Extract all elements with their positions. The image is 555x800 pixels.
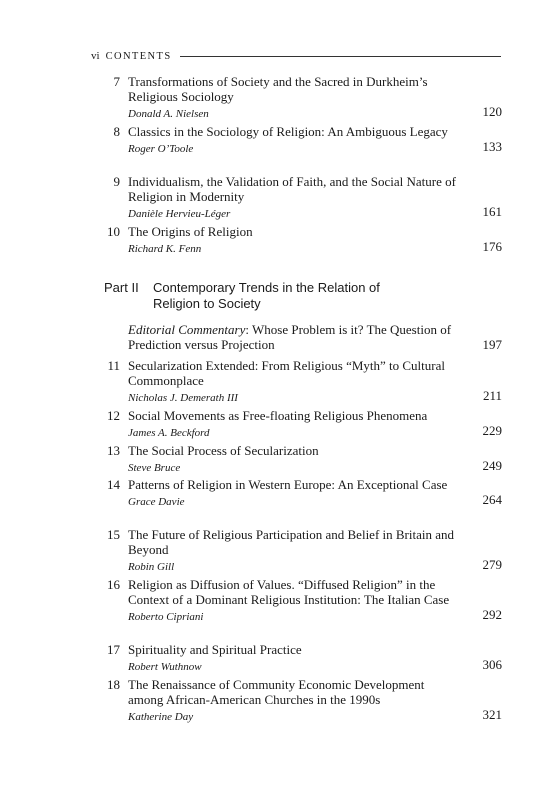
chapter-title: Patterns of Religion in Western Europe: An Exceptional Case [128,477,448,492]
chapter-title: Social Movements as Free-floating Religious Phenomena [128,408,428,423]
chapter-number: 9 [113,174,120,189]
chapter-author: Robert Wuthnow [128,661,202,673]
toc-entry-9[interactable] [104,174,502,219]
page-number: 229 [482,423,502,438]
chapter-author: Roberto Cipriani [128,611,204,623]
chapter-title: Transformations of Society and the Sacred in Durkheim’s Religious Sociology [128,74,428,104]
page-number: 279 [482,557,502,572]
toc-entry-18[interactable] [104,677,502,722]
toc-entry-14[interactable] [104,477,502,507]
header-rule [180,56,501,57]
chapter-title: Spirituality and Spiritual Practice [128,642,302,657]
chapter-title: The Future of Religious Participation and Belief in Britain and Beyond [128,527,455,557]
toc-entry-editorial[interactable] [104,322,502,352]
page-number: 120 [482,104,502,119]
chapter-number: 18 [107,677,120,692]
chapter-title: Secularization Extended: From Religious “Myth” to Cultural Commonplace [128,358,445,388]
toc-entry-8[interactable] [104,124,502,154]
page-number: 161 [482,204,502,219]
chapter-title: Classics in the Sociology of Religion: An Ambiguous Legacy [128,124,448,139]
chapter-number: 12 [107,408,120,423]
chapter-number: 15 [107,527,120,542]
toc-entry-11[interactable] [104,358,502,403]
chapter-author: Roger O’Toole [128,143,194,155]
part-label: Part II [104,280,139,295]
chapter-title: The Renaissance of Community Economic Development among African-American Churches in the 1990s [128,677,425,707]
chapter-author: Danièle Hervieu-Léger [128,208,231,220]
page-number: 264 [482,492,502,507]
chapter-number: 14 [107,477,120,492]
page-number: 197 [482,337,502,352]
part-heading[interactable] [104,280,484,312]
chapter-title: Religion as Diffusion of Values. “Diffused Religion” in the Context of a Dominant Religious Institution: The Italian Case [128,577,450,607]
chapter-number: 13 [107,443,120,458]
chapter-author: Grace Davie [128,496,185,508]
chapter-number: 7 [113,74,120,89]
chapter-author: Nicholas J. Demerath III [128,392,238,404]
chapter-title: The Social Process of Secularization [128,443,319,458]
page-number: 306 [482,657,502,672]
folio: vi [91,50,100,62]
editorial-label: Editorial Commentary [128,322,246,337]
chapter-author: Donald A. Nielsen [128,108,209,120]
page-number: 176 [482,239,502,254]
editorial-text: : Whose Problem is it? The Question of Prediction versus Projection [128,322,452,352]
editorial-title [128,322,468,352]
toc-entry-12[interactable] [104,408,502,438]
chapter-author: Robin Gill [128,561,175,573]
toc-entry-16[interactable] [104,577,502,622]
chapter-author: Steve Bruce [128,462,181,474]
chapter-title: The Origins of Religion [128,224,253,239]
page-number: 321 [482,707,502,722]
toc-entry-10[interactable] [104,224,502,254]
chapter-number: 11 [107,358,120,373]
chapter-number: 10 [107,224,120,239]
chapter-author: James A. Beckford [128,427,210,439]
chapter-title: Individualism, the Validation of Faith, and the Social Nature of Religion in Modernity [128,174,456,204]
chapter-number: 16 [107,577,120,592]
chapter-number: 8 [113,124,120,139]
page-number: 133 [482,139,502,154]
page-number: 249 [482,458,502,473]
running-head: CONTENTS [105,50,172,62]
page-number: 211 [482,388,502,403]
page-number: 292 [482,607,502,622]
chapter-number: 17 [107,642,120,657]
toc-entry-7[interactable] [104,74,502,119]
toc-entry-15[interactable] [104,527,502,572]
running-header [91,48,501,64]
chapter-author: Richard K. Fenn [128,243,202,255]
chapter-author: Katherine Day [128,711,194,723]
toc-entry-17[interactable] [104,642,502,672]
toc-entry-13[interactable] [104,443,502,473]
part-title: Contemporary Trends in the Relation of Religion to Society [153,280,380,311]
